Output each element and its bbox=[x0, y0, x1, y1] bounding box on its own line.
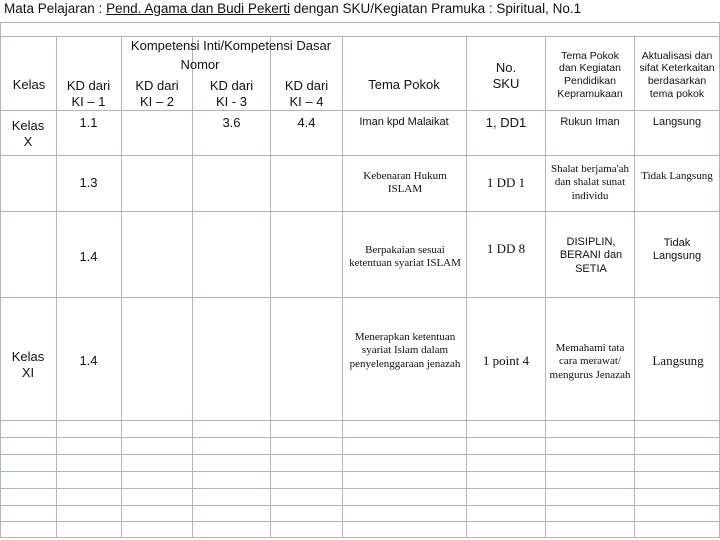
title-suffix: Spiritual, No.1 bbox=[496, 1, 582, 16]
header-tema-pokok: Tema Pokok bbox=[368, 77, 440, 93]
group-kelas-xi: Kelas XI bbox=[11, 349, 45, 380]
header-ki2 bbox=[122, 76, 192, 112]
row2-sku: 1 DD 1 bbox=[486, 175, 526, 191]
title-prefix: Mata Pelajaran : bbox=[4, 1, 103, 16]
row1-aktualisasi: Langsung bbox=[652, 116, 702, 129]
row2-kegiatan: Shalat berjama'ah dan shalat sunat individu bbox=[550, 163, 630, 202]
row3-aktualisasi: Tidak Langsung bbox=[652, 236, 702, 262]
row1-kegiatan: Rukun Iman bbox=[560, 116, 620, 129]
row4-aktualisasi: Langsung bbox=[652, 353, 704, 369]
row1-ki1: 1.1 bbox=[79, 115, 98, 131]
row3-kegiatan: DISIPLIN, BERANI dan SETIA bbox=[559, 236, 623, 275]
header-ki4-line1: KD dari bbox=[284, 78, 329, 94]
header-aktualisasi: Aktualisasi dan sifat Keterkaitan berdasarkan tema pokok bbox=[639, 49, 715, 100]
group-kelas-x: Kelas X bbox=[11, 118, 45, 149]
row2-tema: Kebenaran Hukum ISLAM bbox=[363, 169, 447, 195]
header-ki3-line2: KI - 3 bbox=[215, 94, 248, 109]
header-kompetensi: Kompetensi Inti/Kompetensi Dasar bbox=[130, 38, 332, 54]
row4-kegiatan: Memahami tata cara merawat/ mengurus Jenazah bbox=[549, 342, 631, 381]
row2-aktualisasi: Tidak Langsung bbox=[641, 170, 713, 183]
row4-sku: 1 point 4 bbox=[482, 353, 530, 369]
title-subject: Pend. Agama dan Budi Pekerti bbox=[106, 1, 290, 16]
row1-tema: Iman kpd Malaikat bbox=[359, 116, 449, 129]
header-ki2-line2: KI – 2 bbox=[140, 94, 174, 109]
header-ki1 bbox=[57, 76, 120, 112]
row3-tema: Berpakaian sesuai ketentuan syariat ISLAM bbox=[349, 243, 461, 269]
header-ki2-line1: KD dari bbox=[135, 78, 179, 94]
header-ki3-line1: KD dari bbox=[209, 78, 254, 94]
row1-sku: 1, DD1 bbox=[485, 115, 527, 131]
header-ki4 bbox=[271, 76, 342, 112]
header-nomor: Nomor bbox=[180, 57, 220, 73]
row3-sku: 1 DD 8 bbox=[486, 241, 526, 257]
title-middle: dengan SKU/Kegiatan Pramuka : bbox=[293, 1, 493, 16]
header-kelas: Kelas bbox=[12, 77, 46, 93]
row1-ki4: 4.4 bbox=[297, 115, 316, 131]
header-ki1-line2: KI – 1 bbox=[71, 94, 106, 109]
header-ki3 bbox=[193, 76, 270, 112]
row3-ki1: 1.4 bbox=[79, 249, 98, 265]
row2-ki1: 1.3 bbox=[79, 175, 98, 191]
header-ki1-line1: KD dari bbox=[66, 78, 111, 94]
row4-ki1: 1.4 bbox=[79, 353, 98, 369]
header-tema-kegiatan: Tema Pokok dan Kegiatan Pendidikan Kepramukaan bbox=[557, 49, 623, 100]
row1-ki3: 3.6 bbox=[222, 115, 241, 131]
header-no-sku: No. SKU bbox=[492, 60, 520, 91]
header-ki4-line2: KI – 4 bbox=[289, 94, 324, 109]
row4-tema: Menerapkan ketentuan syariat Islam dalam penyelenggaraan jenazah bbox=[349, 331, 461, 370]
